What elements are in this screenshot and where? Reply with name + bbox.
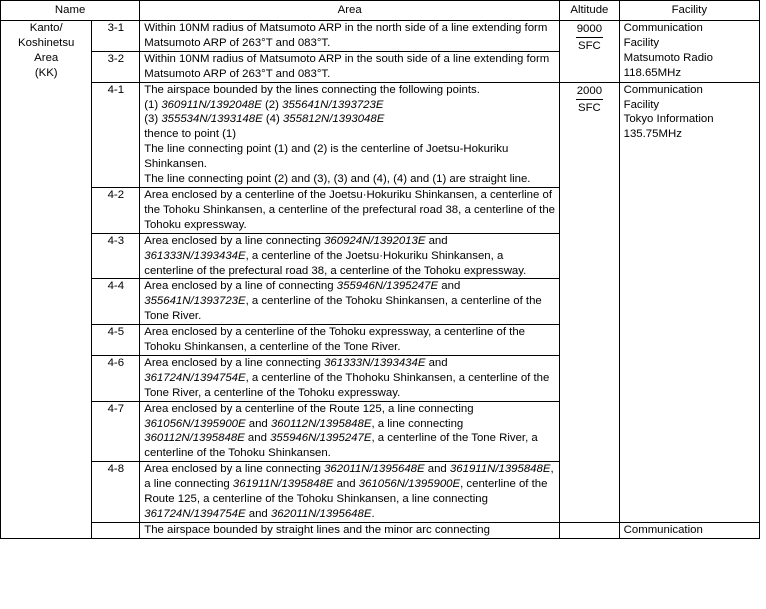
table-body	[1, 21, 760, 539]
header-facility: Facility	[619, 1, 759, 21]
region-name-line: (KK)	[34, 66, 58, 79]
facility-line: Facility	[623, 98, 660, 111]
area-text-segment: and	[245, 417, 271, 430]
area-code-cell: 4-3	[92, 233, 140, 279]
table-row	[1, 21, 760, 52]
area-text-segment: and	[424, 463, 450, 476]
area-description-cell	[140, 522, 560, 538]
area-text-segment: , a line connecting	[371, 417, 464, 430]
altitude-fraction	[576, 21, 603, 54]
coordinate: 361724N/1394754E	[144, 371, 246, 384]
facility-cell	[619, 82, 759, 522]
area-code-cell: 4-5	[92, 325, 140, 356]
facility-line: Tokyo Information	[623, 113, 714, 126]
header-row	[1, 1, 760, 21]
area-description-cell	[140, 355, 560, 401]
altitude-cell	[560, 82, 620, 522]
area-text-segment: , a line connecting	[144, 463, 554, 491]
area-description-cell	[140, 279, 560, 325]
table-row	[1, 82, 760, 187]
altitude-lower: SFC	[577, 40, 601, 52]
altitude-lower: SFC	[577, 101, 601, 114]
area-text-segment: Area enclosed by a line of connecting	[144, 280, 337, 293]
area-text-segment: Area enclosed by a centerline of the Joetsu·Hokuriku Shinkansen, a centerline of the Tohoku Shinkansen, a centerline of the prefectural road 38, a centerline of the Tohoku expressway.	[144, 188, 556, 231]
coordinate: 361056N/1395900E	[358, 478, 461, 491]
altitude-fraction	[576, 83, 603, 116]
facility-line: 118.65MHz	[623, 66, 682, 79]
area-description-cell	[140, 51, 560, 82]
coordinate: 361333N/1393434E	[144, 249, 246, 262]
area-text-segment: Area enclosed by a centerline of the Route 125, a line connecting	[144, 402, 474, 415]
area-text-segment: , a centerline of the Tohoku Shinkansen, a centerline of the Tone River.	[144, 295, 542, 323]
coordinate: 355946N/1395247E	[270, 432, 372, 445]
area-text-segment: and	[245, 508, 271, 520]
region-name-line: Area	[34, 51, 59, 64]
area-text-segment: , a centerline of the Joetsu·Hokuriku Shinkansen, a centerline of the prefectural road 38, a centerline of the Tohoku expressway.	[144, 249, 527, 277]
coordinate: 355812N/1393048E	[282, 113, 385, 126]
coordinate: 362011N/1395648E	[324, 463, 425, 476]
area-text-segment: and	[333, 478, 359, 491]
altitude-upper: 2000	[576, 83, 603, 100]
area-text-segment: The airspace bounded by straight lines and the minor arc connecting	[144, 523, 490, 536]
facility-line: Communication	[623, 22, 703, 34]
area-code-cell: 4-8	[92, 462, 140, 523]
header-altitude: Altitude	[560, 1, 620, 21]
area-description-cell	[140, 401, 560, 462]
area-text-segment: , a centerline of the Tone River, a centerline of the Tohoku Shinkansen.	[144, 432, 538, 460]
coordinate: 362011N/1395648E	[270, 508, 372, 520]
area-description-cell	[140, 21, 560, 52]
altitude-cell	[560, 522, 620, 538]
area-code-cell: 3-1	[92, 21, 140, 52]
coordinate: 355641N/1393723E	[144, 295, 246, 308]
facility-line: Facility	[623, 36, 660, 49]
area-code-cell: 4-1	[92, 82, 140, 187]
header-name: Name	[1, 1, 140, 21]
area-text-segment: Within 10NM radius of Matsumoto ARP in the north side of a line extending form Matsumoto ARP of 263°T and 083°T.	[144, 22, 548, 49]
coordinate: 360924N/1392013E	[324, 234, 426, 247]
coordinate: 361724N/1394754E	[144, 508, 246, 520]
area-text-segment: .	[371, 508, 375, 520]
area-text-segment: and	[244, 432, 271, 445]
altitude-upper: 9000	[576, 21, 603, 38]
coordinate: 355946N/1395247E	[336, 280, 439, 293]
area-description-cell	[140, 462, 560, 523]
area-code-cell: 4-6	[92, 355, 140, 401]
area-text-segment: Area enclosed by a line connecting	[144, 463, 325, 476]
coordinate: 355641N/1393723E	[282, 98, 384, 111]
coordinate: 360911N/1392048E	[161, 98, 262, 111]
area-text-segment: Area enclosed by a centerline of the Tohoku expressway, a centerline of the Tohoku Shinkansen, a centerline of the Tone River.	[144, 326, 526, 354]
area-text-segment: thence to point (1) The line connecting point (1) and (2) is the centerline of Joetsu-Hokuriku Shinkansen. The line connecting point (2) and (3), (3) and (4), (4) and (1) are straight line.	[144, 128, 531, 186]
coordinate: 361911N/1395848E	[449, 463, 551, 476]
area-text-segment: (2)	[261, 98, 283, 111]
coordinate: 355534N/1393148E	[161, 113, 263, 126]
area-code-cell	[92, 522, 140, 538]
facility-line: Matsumoto Radio	[623, 51, 713, 64]
header-area: Area	[140, 1, 560, 21]
area-text-segment: and	[425, 234, 448, 247]
facility-line: Communication	[623, 523, 703, 536]
area-text-segment: , a centerline of the Thohoku Shinkansen, a centerline of the Tone River, a centerline of the Tohoku expressway.	[144, 371, 550, 399]
facility-cell	[619, 522, 759, 538]
area-text-segment: Area enclosed by a line connecting	[144, 234, 325, 247]
facility-cell	[619, 21, 759, 83]
coordinate: 361056N/1395900E	[144, 417, 246, 430]
region-name-line: Koshinetsu	[18, 36, 75, 49]
area-text-segment: Within 10NM radius of Matsumoto ARP in the south side of a line extending form Matsumoto ARP of 263°T and 083°T.	[144, 52, 550, 80]
coordinate: 360112N/1395848E	[144, 432, 245, 445]
area-code-cell: 4-2	[92, 187, 140, 233]
area-text-segment: Area enclosed by a line connecting	[144, 356, 325, 369]
area-description-cell	[140, 82, 560, 187]
area-description-cell	[140, 325, 560, 356]
area-text-segment: The airspace bounded by the lines connecting the following points. (1)	[144, 83, 480, 111]
facility-line: Communication	[623, 83, 703, 96]
area-text-segment: , centerline of the Route 125, a centerline of the Tohoku Shinkansen, a line connecting	[144, 478, 548, 506]
area-code-cell: 4-4	[92, 279, 140, 325]
facility-line: 135.75MHz	[623, 128, 682, 141]
area-text-segment: and	[438, 280, 461, 293]
area-text-segment: (4)	[262, 113, 283, 126]
region-name-line: Kanto/	[29, 22, 63, 34]
coordinate: 361333N/1393434E	[324, 356, 426, 369]
region-name-cell	[1, 21, 92, 539]
coordinate: 360112N/1395848E	[270, 417, 372, 430]
table-row	[1, 522, 760, 538]
area-text-segment: and	[425, 356, 448, 369]
altitude-cell	[560, 21, 620, 83]
area-code-cell: 3-2	[92, 51, 140, 82]
area-text-segment: (3)	[144, 113, 159, 126]
coordinate: 361911N/1395848E	[232, 478, 334, 491]
area-description-cell	[140, 233, 560, 279]
area-description-cell	[140, 187, 560, 233]
area-code-cell: 4-7	[92, 401, 140, 462]
